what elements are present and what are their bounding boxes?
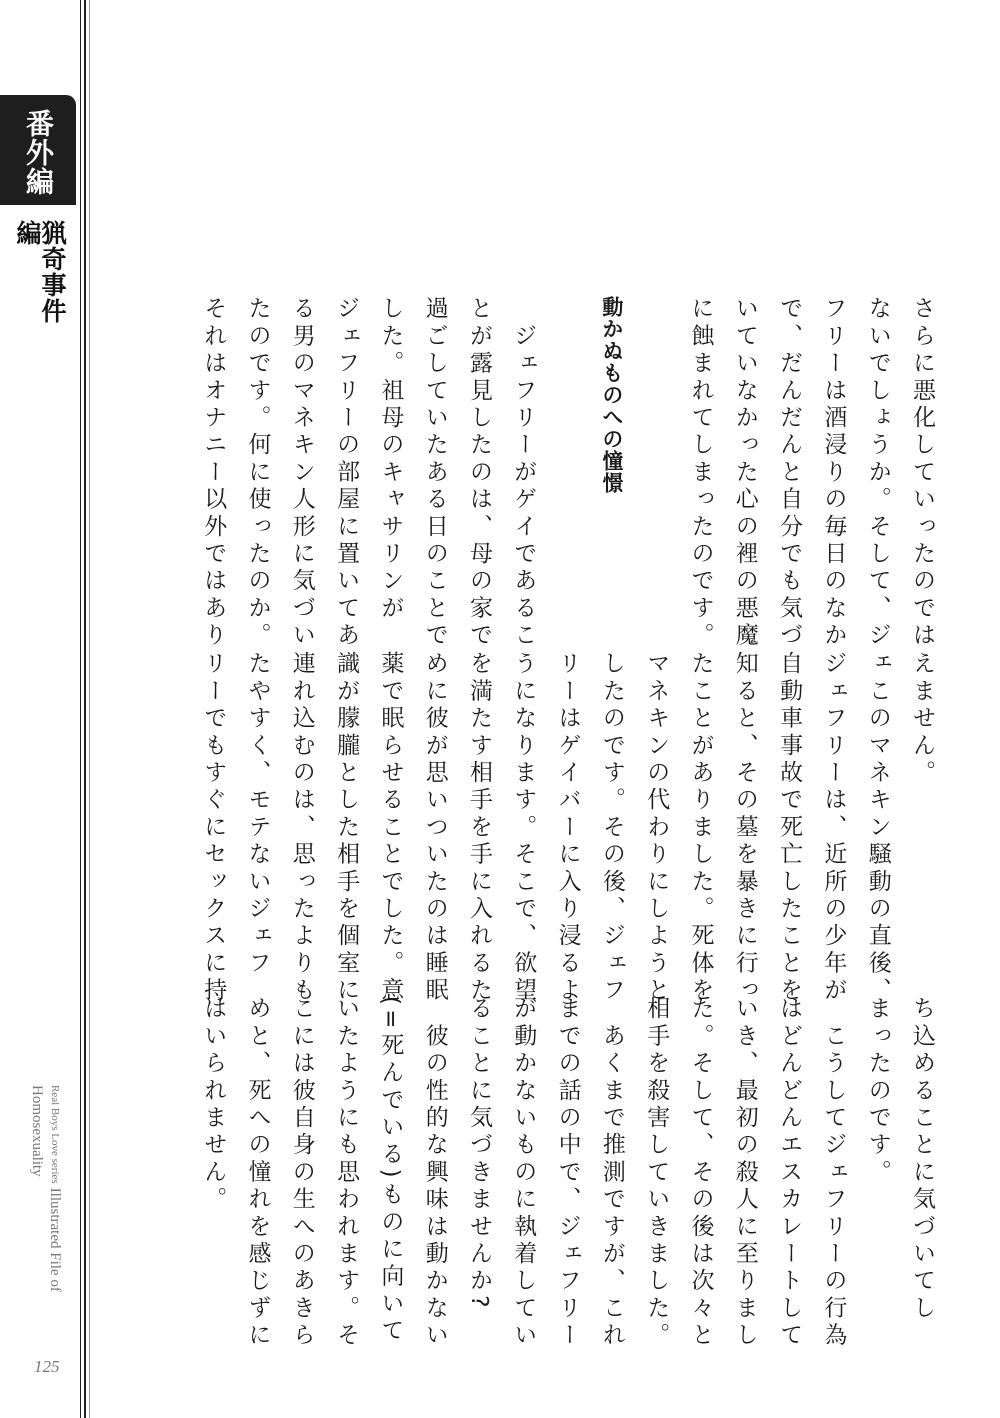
text-column: あくまで推測ですが、これ [598, 996, 625, 1350]
text-column: めと、死への憧れを感じずに [244, 996, 271, 1350]
text-column: こうしてジェフリーの行為 [820, 996, 847, 1350]
text-column: いていなかった心の裡の悪魔 [731, 296, 758, 650]
text-column: リーはゲイバーに入り浸るよ [554, 651, 581, 1005]
text-column: リーでもすぐにセックスに持 [200, 651, 227, 1005]
text-column: ジェフリーがゲイであるこ [510, 296, 537, 650]
text-column: ないでしょうか。そして、ジェ [864, 296, 891, 677]
text-column: 連れ込むのは、思ったよりも [288, 651, 315, 1005]
text-column: したのです。その後、ジェフ [598, 651, 625, 1005]
text-column: マネキンの代わりにしようと [643, 651, 670, 1005]
series-subtitle: Illustrated File of Homosexuality [29, 1085, 63, 1292]
text-column: る男のマネキン人形に気づい [288, 296, 315, 650]
text-column: た。そして、その後は次々と [687, 996, 714, 1350]
text-column: 知ると、その墓を暴きに行っ [731, 651, 758, 1005]
text-column: 過ごしていたある日のことで [421, 296, 448, 650]
left-margin [0, 0, 90, 1418]
text-column: たのです。何に使ったのか。 [244, 296, 271, 650]
text-column: 薬で眠らせることでした。意 [377, 651, 404, 1005]
text-column: ジェフリーの部屋に置いてあ [333, 296, 360, 650]
text-column: このマネキン騒動の直後、 [864, 651, 891, 1005]
text-column: フリーは酒浸りの毎日のなか [820, 296, 847, 650]
text-column: たやすく、モテないジェフ [244, 651, 271, 978]
text-column: えません。 [909, 651, 935, 787]
text-column: はいられません。 [200, 996, 227, 1214]
text-column: した。祖母のキャサリンが [377, 296, 404, 623]
section-heading: 動かぬものへの憧憬 [599, 296, 624, 494]
text-column: に蝕まれてしまったのです。 [687, 296, 714, 650]
text-column: いき、最初の殺人に至りまし [731, 996, 758, 1350]
page-number: 125 [34, 1357, 60, 1376]
body-text [140, 296, 935, 1350]
text-column: めに彼が思いついたのは睡眠 [421, 651, 448, 1005]
text-column: が動かないものに執着してい [510, 996, 537, 1350]
text-column: までの話の中で、ジェフリー [554, 996, 581, 1350]
text-column: それはオナニー以外ではあり [200, 296, 227, 650]
text-column: を満たす相手を手に入れるた [466, 651, 492, 1005]
text-column: ることに気づきませんか? [466, 996, 492, 1312]
text-column: さらに悪化していったのでは [909, 296, 935, 650]
series-title [29, 1085, 64, 1325]
text-column: まったのです。 [864, 996, 891, 1187]
text-column: 彼の性的な興味は動かない [421, 996, 448, 1350]
text-column: (=死んでいる)ものに向いて [377, 996, 404, 1346]
text-column: うになります。そこで、欲望 [510, 651, 537, 1005]
text-column: 識が朦朧とした相手を個室に [333, 651, 360, 1005]
section-tab [0, 95, 76, 205]
text-column: はどんどんエスカレートして [776, 996, 803, 1350]
text-column: 自動車事故で死亡したことを [776, 651, 803, 1005]
series-line: Real Boys Love series [49, 1085, 61, 1184]
text-column: ジェフリーは、近所の少年が [820, 651, 847, 1005]
text-column: いたようにも思われます。そ [333, 996, 360, 1350]
section-tab-label: 番外編 [22, 109, 55, 196]
text-column: とが露見したのは、母の家で [466, 296, 492, 650]
margin-rule [80, 0, 81, 1418]
text-column: ち込めることに気づいてし [909, 996, 935, 1323]
margin-rule [89, 0, 90, 1418]
text-column: こには彼自身の生へのあきら [288, 996, 315, 1350]
text-column: 相手を殺害していきました。 [643, 996, 670, 1350]
text-column: で、だんだんと自分でも気づ [776, 296, 803, 650]
chapter-tab-label: 猟奇事件編 [13, 220, 67, 324]
chapter-tab [0, 210, 80, 340]
margin-rule [84, 0, 86, 1418]
text-column: たことがありました。死体を [687, 651, 714, 1005]
